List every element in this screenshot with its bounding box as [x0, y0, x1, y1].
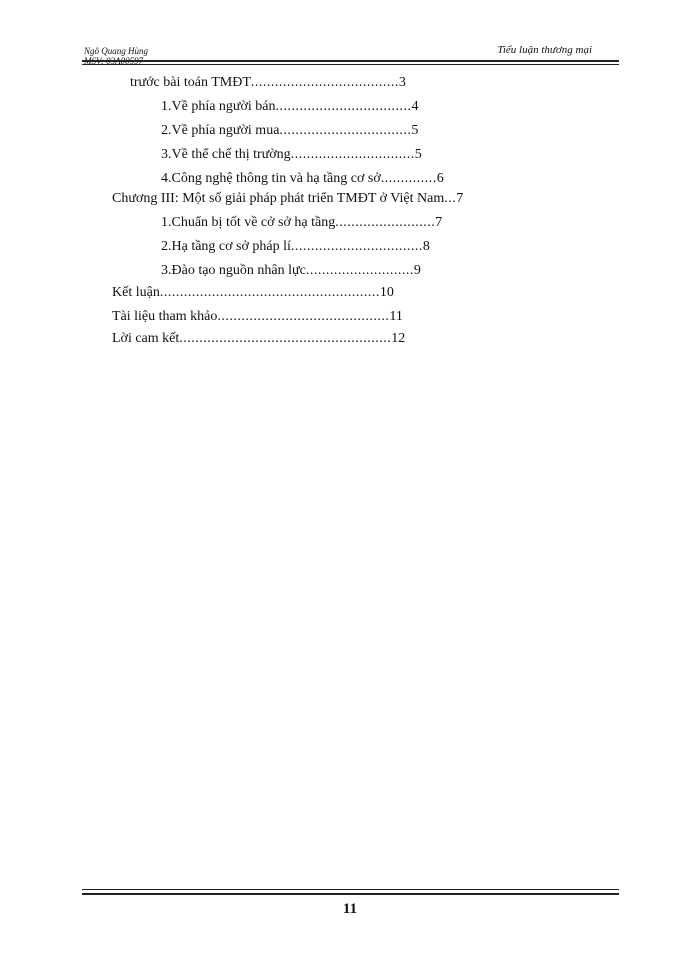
toc-entry-page: 11 — [389, 309, 403, 324]
toc-entry-page: 7 — [435, 215, 443, 230]
toc-entry-text: 1.Chuẩn bị tốt về cở sở hạ tầng — [161, 215, 336, 230]
toc-entry-text: 3.Về thể chế thị trường — [161, 147, 291, 162]
header-rule-thick — [82, 60, 619, 62]
toc-entry-page: 10 — [379, 285, 394, 300]
toc-entry-text: 1.Về phía người bán — [161, 99, 276, 114]
toc-entry-page: 8 — [422, 239, 430, 254]
footer-rule-thick — [82, 893, 619, 895]
toc-entry — [161, 238, 430, 256]
toc-entry — [161, 98, 419, 116]
toc-entry-leader: ....................................................... — [159, 285, 380, 300]
toc-entry-page: 12 — [391, 331, 406, 346]
toc-entry-page: 9 — [413, 263, 421, 278]
toc-entry-text: 2.Hạ tầng cơ sở pháp lí — [161, 239, 291, 254]
toc-section-entry — [112, 308, 403, 326]
header-author-block — [84, 46, 148, 66]
toc-entry-text: Lời cam kết — [112, 331, 180, 346]
footer-rule-thin — [82, 889, 619, 890]
toc-entry-page: 5 — [411, 123, 419, 138]
toc-entry-text: Chương III: Một số giải pháp phát triển TMĐT ở Việt Nam — [112, 191, 445, 206]
toc-entry — [161, 214, 442, 232]
header-rule-thin — [82, 64, 619, 65]
toc-entry-page: 3 — [398, 75, 406, 90]
toc-entry-leader: .................................. — [275, 99, 412, 114]
toc-entry-text: 3.Đào tạo nguồn nhân lực — [161, 263, 306, 278]
toc-entry-text: Tài liệu tham khảo — [112, 309, 218, 324]
toc-entry — [161, 122, 418, 140]
page-number: 11 — [342, 901, 358, 917]
header-doc-title: Tiểu luận thương mại — [497, 44, 592, 56]
toc-entry-leader: ..................................... — [250, 75, 399, 90]
header-author-name: Ngô Quang Hùng — [84, 46, 149, 56]
toc-section-entry — [112, 284, 394, 302]
toc-entry-leader: ......................... — [335, 215, 436, 230]
toc-chapter-entry — [112, 190, 463, 208]
toc-entry — [161, 170, 444, 188]
toc-entry-text: Kết luận — [112, 285, 160, 300]
toc-entry-leader: ................................. — [290, 239, 423, 254]
toc-entry-leader: ........................... — [305, 263, 414, 278]
toc-entry-text: trước bài toán TMĐT — [130, 75, 251, 90]
toc-entry — [161, 262, 421, 280]
toc-entry-text: 4.Công nghệ thông tin và hạ tầng cơ sở — [161, 171, 381, 186]
toc-entry-leader: ..................................................... — [179, 331, 392, 346]
toc-entry-page: 4 — [411, 99, 419, 114]
toc-entry-leader: ... — [444, 191, 457, 206]
toc-entry-text: 2.Về phía người mua — [161, 123, 280, 138]
toc-entry-page: 7 — [456, 191, 464, 206]
toc-entry-leader: ........................................... — [217, 309, 390, 324]
toc-entry-leader: .............. — [380, 171, 437, 186]
toc-entry-page: 5 — [414, 147, 422, 162]
toc-entry-leader: ............................... — [290, 147, 415, 162]
toc-entry-page: 6 — [436, 171, 444, 186]
toc-section-entry — [112, 330, 405, 348]
toc-entry — [161, 146, 422, 164]
toc-entry-leader: ................................. — [279, 123, 412, 138]
toc-entry — [130, 74, 406, 92]
